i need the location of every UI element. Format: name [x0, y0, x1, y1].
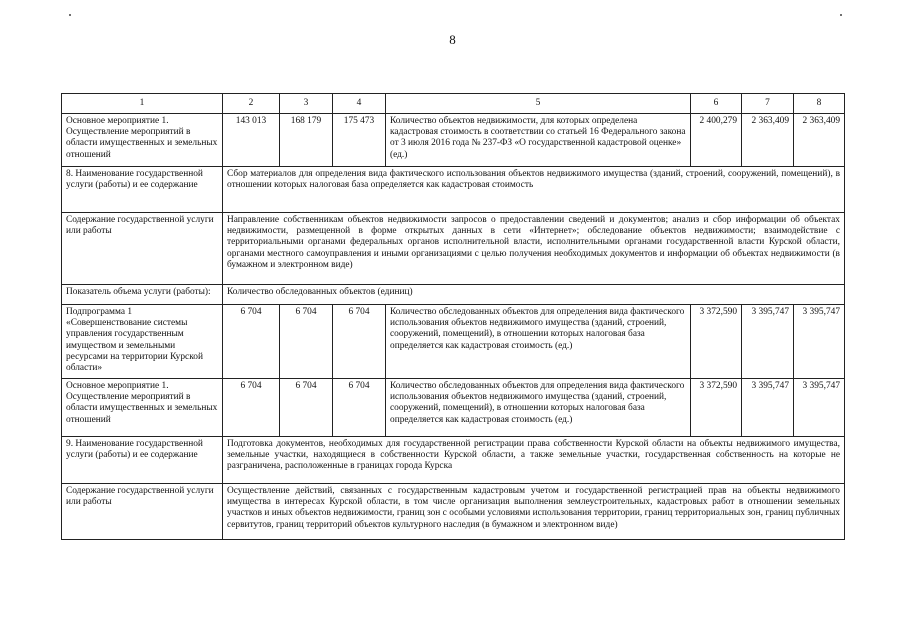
column-number: 3	[280, 94, 333, 114]
indicator-value: 3 395,747	[794, 379, 845, 437]
column-number: 4	[333, 94, 386, 114]
measure-name: Основное мероприятие 1. Осуществление мероприятий в области имущественных и земельных отношений	[62, 379, 223, 437]
measure-name: Подпрограмма 1 «Совершенствование системы управления государственным имуществом и земельными ресурсами на территории Курской области»	[62, 305, 223, 379]
column-number: 6	[691, 94, 742, 114]
funding-value: 6 704	[333, 305, 386, 379]
program-table	[61, 93, 845, 540]
indicator-value: 3 395,747	[794, 305, 845, 379]
indicator-value: 2 363,409	[794, 114, 845, 167]
indicator-value: 3 395,747	[742, 379, 794, 437]
funding-value: 6 704	[280, 379, 333, 437]
section-label: Содержание государственной услуги или работы	[62, 484, 223, 540]
funding-value: 6 704	[280, 305, 333, 379]
column-number: 7	[742, 94, 794, 114]
scan-speck	[69, 14, 71, 16]
section-label: 8. Наименование государственной услуги (работы) и ее содержание	[62, 167, 223, 213]
data-row	[62, 379, 845, 437]
indicator-value: 2 363,409	[742, 114, 794, 167]
page-number: 8	[449, 32, 456, 47]
indicator-value: 2 400,279	[691, 114, 742, 167]
section-label: Показатель объема услуги (работы):	[62, 285, 223, 305]
header-row	[62, 94, 845, 114]
data-row	[62, 114, 845, 167]
funding-value: 6 704	[223, 305, 280, 379]
section-row	[62, 167, 845, 213]
funding-value: 175 473	[333, 114, 386, 167]
scan-speck	[840, 14, 842, 16]
column-number: 2	[223, 94, 280, 114]
indicator-text: Количество обследованных объектов для определения вида фактического использования объектов недвижимого имущества (зданий, строений, сооружений, помещений), в отношении которых налоговая база определяется как кадастровая стоимость (ед.)	[386, 305, 691, 379]
section-text: Количество обследованных объектов (единиц)	[223, 285, 845, 305]
funding-value: 6 704	[223, 379, 280, 437]
indicator-value: 3 372,590	[691, 379, 742, 437]
section-text: Сбор материалов для определения вида фактического использования объектов недвижимого имущества (зданий, строений, сооружений, помещений), в отношении которых налоговая база определяется как кадастровая стоимость	[223, 167, 845, 213]
indicator-value: 3 395,747	[742, 305, 794, 379]
column-number: 8	[794, 94, 845, 114]
section-label: 9. Наименование государственной услуги (работы) и ее содержание	[62, 437, 223, 484]
indicator-text: Количество обследованных объектов для определения вида фактического использования объектов недвижимого имущества (зданий, строений, сооружений, помещений), в отношении которых налоговая база определяется как кадастровая стоимость (ед.)	[386, 379, 691, 437]
funding-value: 143 013	[223, 114, 280, 167]
indicator-text: Количество объектов недвижимости, для которых определена кадастровая стоимость в соответствии со статьей 16 Федерального закона от 3 июля 2016 года № 237-ФЗ «О государственной кадастровой оценке» (ед.)	[386, 114, 691, 167]
funding-value: 6 704	[333, 379, 386, 437]
column-number: 1	[62, 94, 223, 114]
section-text: Подготовка документов, необходимых для государственной регистрации права собственности Курской области на объекты недвижимого имущества, земельные участки, находящиеся в собственности Курской области, а также земельные участки, государственная собственность на которые не разграничена, расположенные в границах города Курска	[223, 437, 845, 484]
column-number: 5	[386, 94, 691, 114]
section-text: Направление собственникам объектов недвижимости запросов о предоставлении сведений и документов; анализ и сбор информации об объектах недвижимости, размещенной в форме открытых данных в сети «Интернет»; обследование объектов недвижимости; взаимодействие с территориальными органами федеральных органов исполнительной власти, исполнительными органами государственной власти Курской области, органами местного самоуправления и иными организациями с целью получения необходимых документов и информации об объектах недвижимости (в бумажном и электронном виде)	[223, 213, 845, 285]
data-row	[62, 305, 845, 379]
section-row	[62, 484, 845, 540]
section-label: Содержание государственной услуги или работы	[62, 213, 223, 285]
funding-value: 168 179	[280, 114, 333, 167]
measure-name: Основное мероприятие 1. Осуществление мероприятий в области имущественных и земельных отношений	[62, 114, 223, 167]
section-row	[62, 213, 845, 285]
indicator-value: 3 372,590	[691, 305, 742, 379]
section-row	[62, 285, 845, 305]
section-text: Осуществление действий, связанных с государственным кадастровым учетом и государственной регистрацией прав на объекты недвижимого имущества в интересах Курской области, в том числе организация выполнения землеустроительных, кадастровых работ в отношении земельных участков и иных объектов недвижимости, границ зон с особыми условиями использования территории, границ территориальных зон, границ публичных сервитутов, границ территорий объектов культурного наследия (в бумажном и электронном виде)	[223, 484, 845, 540]
section-row	[62, 437, 845, 484]
